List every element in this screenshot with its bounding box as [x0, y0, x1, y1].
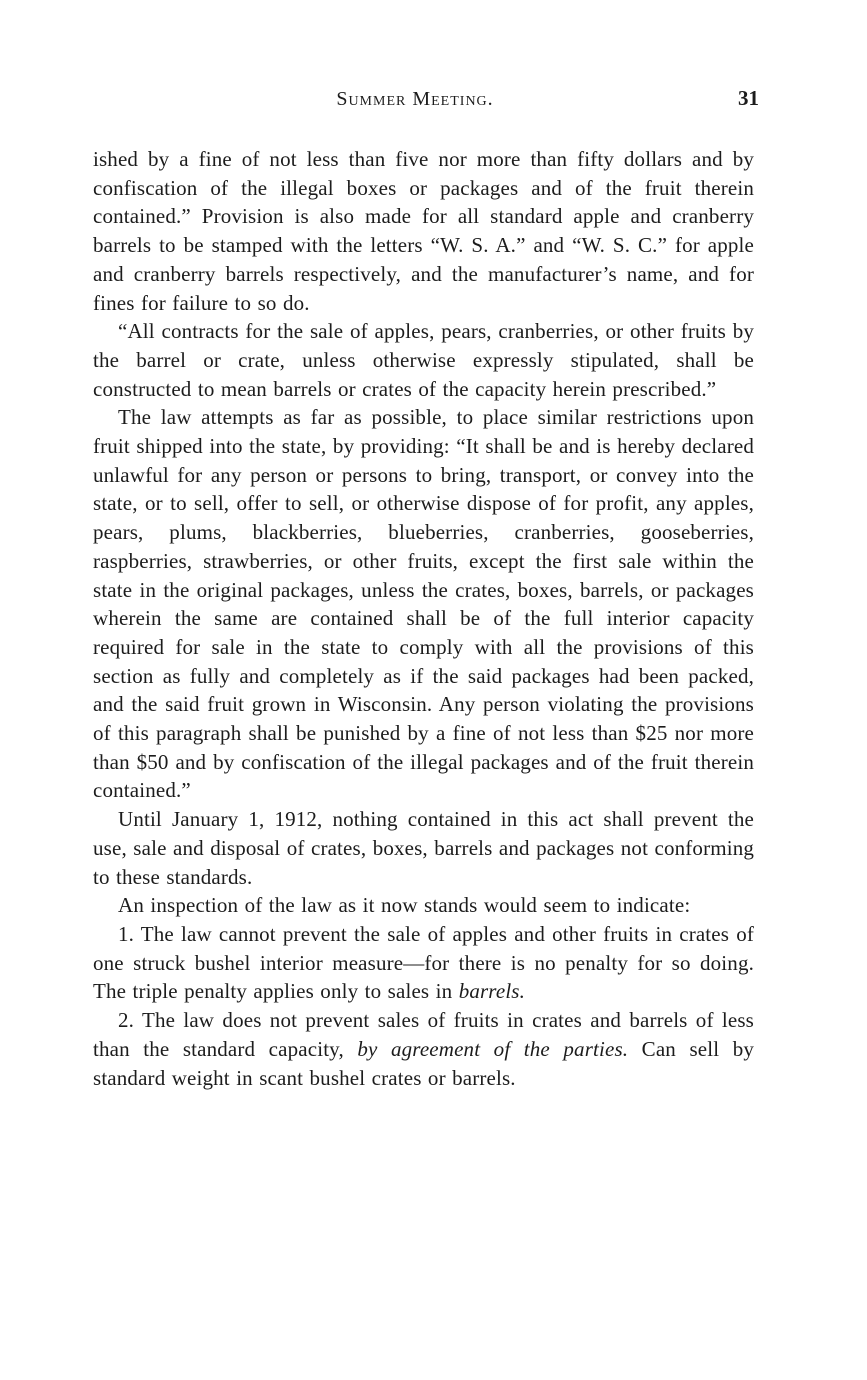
body-text — [93, 145, 754, 1092]
paragraph-text: Until January 1, 1912, nothing contained in this act shall prevent the use, sale and disposal of crates, boxes, barrels and packages not conforming to these standards. — [93, 807, 754, 889]
paragraph-text: 1. The law cannot prevent the sale of apples and other fruits in crates of one struck bushel interior measure—for there is no penalty for so doing. The triple penalty applies only to sales in — [93, 921, 754, 1004]
paragraph — [93, 1006, 754, 1092]
paragraph-text: 2. The law does not prevent sales of fruits in crates and barrels of less than the standard capacity, — [93, 1008, 754, 1061]
running-head — [0, 88, 867, 118]
paragraph — [93, 317, 754, 403]
page-number: 31 — [738, 86, 759, 110]
running-title: Summer Meeting. — [336, 88, 494, 110]
paragraph — [93, 403, 754, 805]
paragraph-text: “All contracts for the sale of apples, pears, cranberries, or other fruits by the barrel or crate, unless otherwise expressly stipulated, shall be constructed to mean barrels or crates of the capacity herein prescribed.” — [93, 319, 754, 401]
paragraph — [93, 920, 754, 1006]
paragraph-text: The law attempts as far as possible, to place similar restrictions upon fruit shipped into the state, by providing: “It shall be and is hereby declared unlawful for any person or persons to bring, transport, or convey into the state, or to sell, offer to sell, or otherwise dispose of for profit, any apples, pears, plums, blackberries, blueberries, cranberries, gooseberries, raspberries, strawberries, or other fruits, except the first sale within the state in the original packages, unless the crates, boxes, barrels, or packages wherein the same are contained shall be of the full interior capacity required for sale in the state to comply with all the provisions of this section as fully and completely as if the said packages had been packed, and the said fruit grown in Wisconsin. Any person violating the provisions of this paragraph shall be punished by a fine of not less than $25 nor more than $50 and by confiscation of the illegal packages and of the fruit therein contained.” — [93, 405, 754, 803]
paragraph — [93, 145, 754, 317]
italic-text: by agreement of the parties. — [357, 1036, 629, 1061]
paragraph-text: Can sell by standard weight in scant bushel crates or barrels. — [93, 1036, 754, 1090]
paragraph-text: ished by a fine of not less than five nor more than fifty dollars and by confiscation of the illegal boxes or packages and of the fruit therein contained.” Provision is also made for all standard apple and cranberry barrels to be stamped with the letters “W. S. A.” and “W. S. C.” for apple and cranberry barrels respectively, and the manufacturer’s name, and for fines for failure to so do. — [93, 147, 754, 315]
paragraph-text: An inspection of the law as it now stands would seem to indicate: — [118, 893, 691, 918]
paragraph — [93, 891, 754, 920]
italic-text: barrels. — [458, 979, 526, 1004]
paragraph — [93, 805, 754, 891]
